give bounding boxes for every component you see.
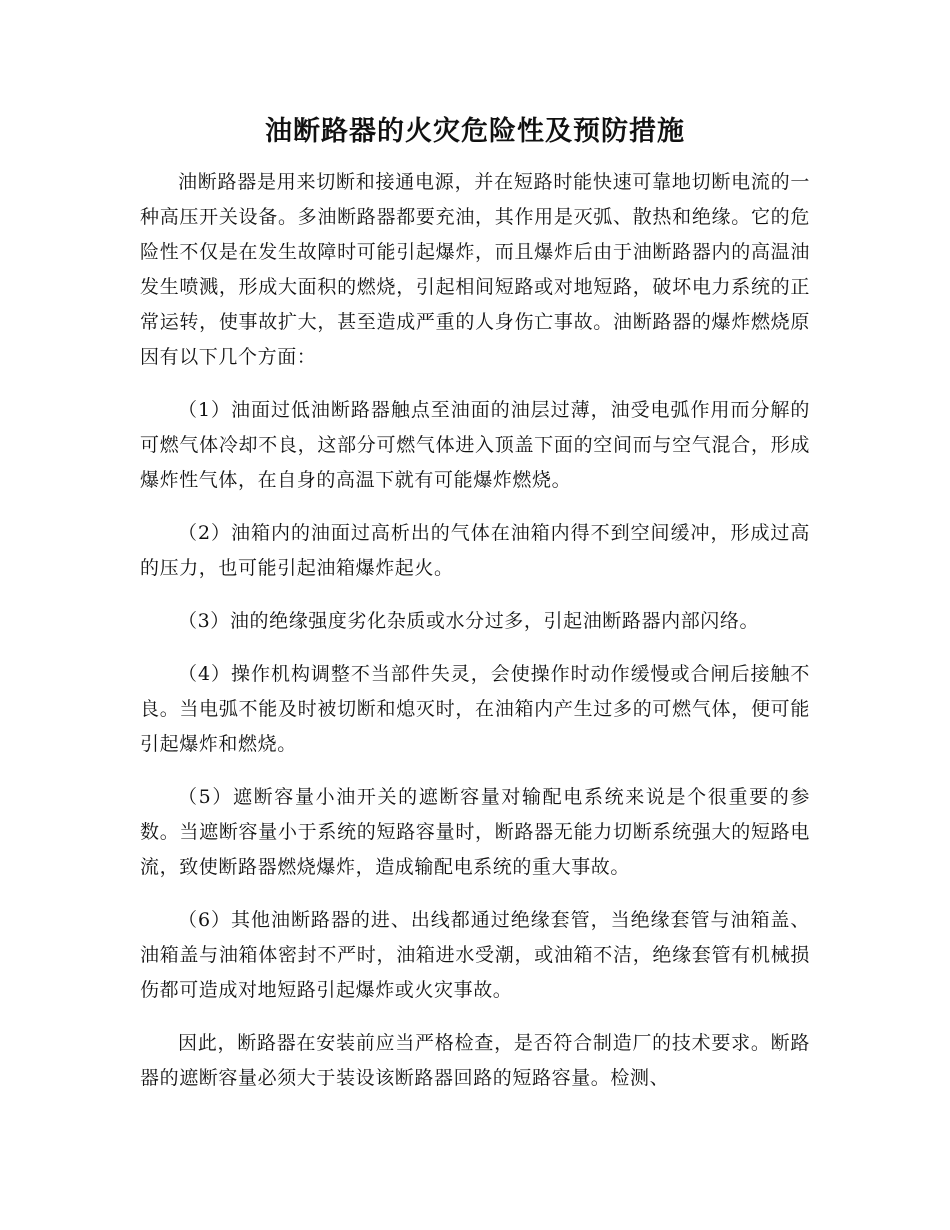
paragraph-cause-1: （1）油面过低油断路器触点至油面的油层过薄，油受电弧作用而分解的可燃气体冷却不良，这部分可燃气体进入顶盖下面的空间而与空气混合，形成爆炸性气体，在自身的高温下就有可能爆炸燃烧。 [140,399,810,491]
paragraph-cause-2: （2）油箱内的油面过高析出的气体在油箱内得不到空间缓冲，形成过高的压力，也可能引起油箱爆炸起火。 [140,522,810,579]
document-title: 油断路器的火灾危险性及预防措施 [265,116,685,147]
document-body [140,165,810,1114]
paragraph-cause-3: （3）油的绝缘强度劣化杂质或水分过多，引起油断路器内部闪络。 [178,610,760,632]
paragraph-cause-6: （6）其他油断路器的进、出线都通过绝缘套管，当绝缘套管与油箱盖、油箱盖与油箱体密封不严时，油箱进水受潮，或油箱不洁，绝缘套管有机械损伤都可造成对地短路引起爆炸或火灾事故。 [140,909,810,1001]
paragraph-prevention: 因此，断路器在安装前应当严格检查，是否符合制造厂的技术要求。断路器的遮断容量必须大于装设该断路器回路的短路容量。检测、 [140,1032,810,1089]
paragraph-cause-4: （4）操作机构调整不当部件失灵，会使操作时动作缓慢或合闸后接触不良。当电弧不能及时被切断和熄灭时，在油箱内产生过多的可燃气体，便可能引起爆炸和燃烧。 [140,663,810,755]
paragraph-intro: 油断路器是用来切断和接通电源，并在短路时能快速可靠地切断电流的一种高压开关设备。多油断路器都要充油，其作用是灭弧、散热和绝缘。它的危险性不仅是在发生故障时可能引起爆炸，而且爆炸后由于油断路器内的高温油发生喷溅，形成大面积的燃烧，引起相间短路或对地短路，破坏电力系统的正常运转，使事故扩大，甚至造成严重的人身伤亡事故。油断路器的爆炸燃烧原因有以下几个方面： [140,171,810,368]
paragraph-cause-5: （5）遮断容量小油开关的遮断容量对输配电系统来说是个很重要的参数。当遮断容量小于系统的短路容量时，断路器无能力切断系统强大的短路电流，致使断路器燃烧爆炸，造成输配电系统的重大事故。 [140,786,810,878]
